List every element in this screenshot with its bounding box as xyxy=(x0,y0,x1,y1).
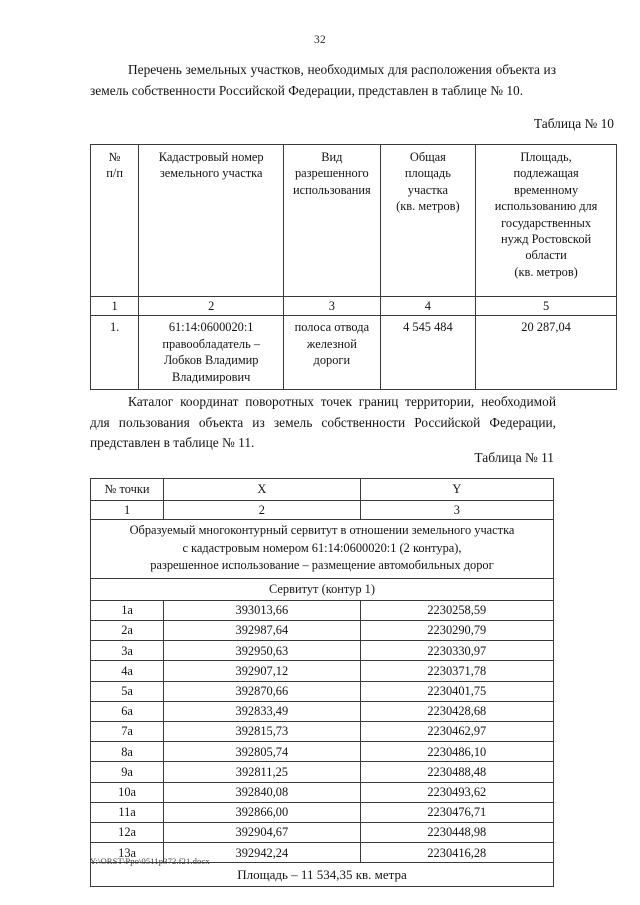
paragraph-text: Перечень земельных участков, необходимых для расположения объекта из земель собственности Российской Федерации, представлен в таблице № 10. xyxy=(90,62,556,98)
header-line: № xyxy=(108,150,121,164)
point-x: 392840,08 xyxy=(164,782,360,802)
point-id: 13а xyxy=(91,843,164,863)
cell-line: Владимирович xyxy=(171,369,251,384)
column-index: 1 xyxy=(91,297,139,316)
coordinates-catalog-table xyxy=(90,478,554,887)
total-area-cell: 4 545 484 xyxy=(380,316,476,390)
point-x: 392833,49 xyxy=(164,701,360,721)
cell-line: правообладатель – xyxy=(162,336,261,351)
point-id: 11а xyxy=(91,802,164,822)
table-11-header-row xyxy=(91,479,554,501)
header-line: Кадастровый номер xyxy=(158,150,264,164)
point-id: 12а xyxy=(91,822,164,842)
point-x: 393013,66 xyxy=(164,600,360,620)
row-number: 1. xyxy=(91,316,139,390)
point-x: 392870,66 xyxy=(164,681,360,701)
table-11-header-point: № точки xyxy=(91,479,164,501)
total-area-label: Площадь – 11 534,35 кв. метра xyxy=(91,863,554,887)
header-line: области xyxy=(525,248,567,263)
table-row xyxy=(91,701,554,721)
column-index: 3 xyxy=(360,501,553,520)
point-id: 10а xyxy=(91,782,164,802)
header-line: государственных xyxy=(501,215,592,230)
column-index: 4 xyxy=(380,297,476,316)
header-line: временному xyxy=(514,182,579,197)
point-y: 2230493,62 xyxy=(360,782,553,802)
point-y: 2230416,28 xyxy=(360,843,553,863)
table-10-header-cell-5 xyxy=(476,145,617,297)
point-id: 2а xyxy=(91,621,164,641)
point-id: 5а xyxy=(91,681,164,701)
point-x: 392907,12 xyxy=(164,661,360,681)
table-10-header-cell-1 xyxy=(91,145,139,297)
point-x: 392950,63 xyxy=(164,641,360,661)
permitted-use-cell xyxy=(284,316,381,390)
point-y: 2230401,75 xyxy=(360,681,553,701)
table-11-header-x: X xyxy=(164,479,360,501)
header-line: Вид xyxy=(321,150,343,164)
contour-label-row xyxy=(91,578,554,600)
table-10-header-cell-3 xyxy=(284,145,381,297)
document-file-path: Y:\ORST\Рро\0511p372.f21.docx xyxy=(90,856,210,866)
table-10-header-row xyxy=(91,145,617,297)
table-11-column-number-row xyxy=(91,501,554,520)
point-y: 2230330,97 xyxy=(360,641,553,661)
table-row xyxy=(91,782,554,802)
table-10-header-cell-4 xyxy=(380,145,476,297)
point-id: 8а xyxy=(91,742,164,762)
column-index: 2 xyxy=(139,297,284,316)
point-x: 392904,67 xyxy=(164,822,360,842)
column-index: 1 xyxy=(91,501,164,520)
header-line: нужд Ростовской xyxy=(501,232,592,247)
point-id: 1а xyxy=(91,600,164,620)
point-id: 3а xyxy=(91,641,164,661)
cell-line: Лобков Владимир xyxy=(163,353,259,368)
land-plots-table xyxy=(90,144,617,390)
table-row xyxy=(91,641,554,661)
table-10-column-number-row xyxy=(91,297,617,316)
point-x: 392866,00 xyxy=(164,802,360,822)
point-y: 2230486,10 xyxy=(360,742,553,762)
contour-label: Сервитут (контур 1) xyxy=(91,578,554,600)
total-area-row xyxy=(91,863,554,887)
header-line: (кв. метров) xyxy=(396,199,460,214)
header-line: участка xyxy=(407,182,448,197)
table-row xyxy=(91,661,554,681)
cell-line: 61:14:0600020:1 xyxy=(168,320,254,335)
point-x: 392987,64 xyxy=(164,621,360,641)
header-line: площадь xyxy=(404,166,451,181)
table-10-caption: Таблица № 10 xyxy=(533,116,614,131)
header-line: земельного участка xyxy=(159,166,263,181)
header-line: (кв. метров) xyxy=(514,264,578,279)
header-line: разрешенного xyxy=(294,166,369,181)
column-index: 3 xyxy=(284,297,381,316)
point-id: 4а xyxy=(91,661,164,681)
paragraph-text: Каталог координат поворотных точек границ территории, необходимой для пользования объекта из земель собственности Российской Федерации, представлен в таблице № 11. xyxy=(90,394,556,450)
servitude-description-row xyxy=(91,520,554,579)
column-index: 5 xyxy=(476,297,617,316)
point-y: 2230290,79 xyxy=(360,621,553,641)
point-id: 7а xyxy=(91,722,164,742)
cadastral-number-cell xyxy=(139,316,284,390)
point-x: 392815,73 xyxy=(164,722,360,742)
table-11-header-y: Y xyxy=(360,479,553,501)
description-line: с кадастровым номером 61:14:0600020:1 (2 контура), xyxy=(182,540,462,555)
cell-line: железной xyxy=(306,336,357,351)
description-line: Образуемый многоконтурный сервитут в отношении земельного участка xyxy=(129,523,515,538)
point-y: 2230462,97 xyxy=(360,722,553,742)
servitude-description-cell xyxy=(91,520,554,579)
header-line: подлежащая xyxy=(513,166,579,181)
column-index: 2 xyxy=(164,501,360,520)
table-row xyxy=(91,762,554,782)
page-number: 32 xyxy=(314,34,326,46)
table-11-caption: Таблица № 11 xyxy=(474,450,554,465)
header-line: использования xyxy=(292,182,371,197)
table-row xyxy=(91,316,617,390)
header-line: использованию для xyxy=(494,199,598,214)
header-line: Общая xyxy=(409,150,446,164)
header-line: Площадь, xyxy=(520,150,572,164)
point-x: 392805,74 xyxy=(164,742,360,762)
table-row xyxy=(91,822,554,842)
description-line: разрешенное использование – размещение автомобильных дорог xyxy=(150,558,494,573)
cell-line: дороги xyxy=(313,353,351,368)
point-x: 392811,25 xyxy=(164,762,360,782)
paragraph-intro-table10 xyxy=(90,60,556,101)
header-line: п/п xyxy=(106,166,123,181)
table-row xyxy=(91,600,554,620)
table-row xyxy=(91,681,554,701)
table-row xyxy=(91,802,554,822)
table-row xyxy=(91,621,554,641)
temporary-area-cell: 20 287,04 xyxy=(476,316,617,390)
point-y: 2230258,59 xyxy=(360,600,553,620)
point-y: 2230476,71 xyxy=(360,802,553,822)
point-x: 392942,24 xyxy=(164,843,360,863)
table-row xyxy=(91,722,554,742)
paragraph-intro-table11 xyxy=(90,392,556,454)
point-y: 2230448,98 xyxy=(360,822,553,842)
point-y: 2230428,68 xyxy=(360,701,553,721)
point-id: 9а xyxy=(91,762,164,782)
table-row xyxy=(91,742,554,762)
table-10-header-cell-2 xyxy=(139,145,284,297)
point-y: 2230371,78 xyxy=(360,661,553,681)
point-id: 6а xyxy=(91,701,164,721)
point-y: 2230488,48 xyxy=(360,762,553,782)
cell-line: полоса отвода xyxy=(294,320,370,335)
